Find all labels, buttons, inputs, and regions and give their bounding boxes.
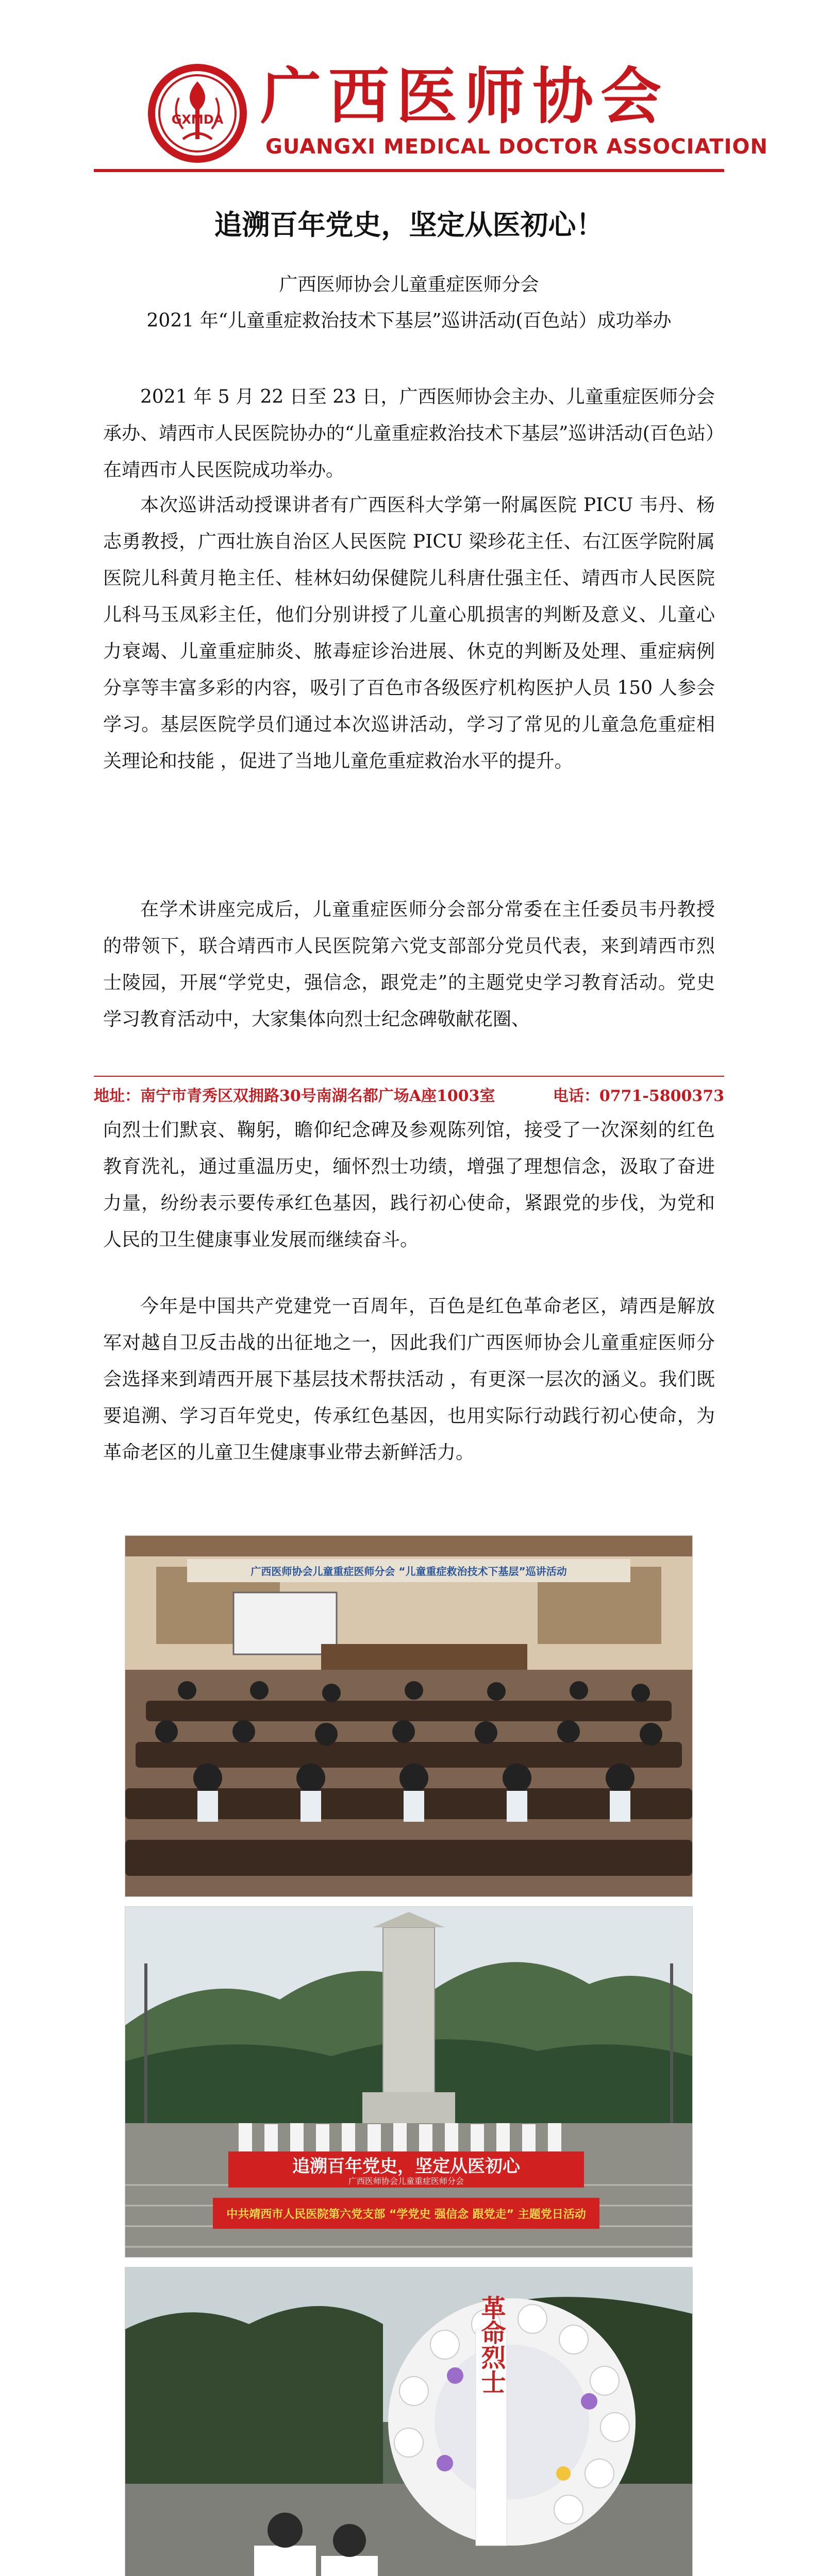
photo-wreath <box>125 2267 693 2576</box>
logo-text: GXMDA <box>171 112 224 127</box>
association-logo <box>146 62 249 165</box>
article-subtitle-org: 广西医师协会儿童重症医师分会 <box>279 274 539 295</box>
org-name-cn: 广西医师协会 <box>260 61 669 132</box>
ribbon-text: 革命烈士 <box>477 2295 506 2394</box>
paragraph-1: 2021 年 5 月 22 日至 23 日，广西医师协会主办、儿童重症医师分会承办、靖西市人民医院协办的“儿童重症救治技术下基层”巡讲活动(百色站）在靖西市人民医院成功举办。 <box>103 386 715 481</box>
footer-address-bar <box>94 1076 724 1108</box>
article-subtitle-event: 2021 年“儿童重症救治技术下基层”巡讲活动(百色站）成功举办 <box>146 310 672 331</box>
banner-sub-text: 广西医师协会儿童重症医师分会 <box>348 2176 464 2186</box>
photo-lecture-hall <box>125 1535 693 1897</box>
paragraph-5: 今年是中国共产党建党一百周年，百色是红色革命老区，靖西是解放军对越自卫反击战的出征地之一，因此我们广西医师协会儿童重症医师分会选择来到靖西开展下基层技术帮扶活动 ，有更深一层次的涵义。我们既要追溯、学习百年党史，传承红色基因，也用实际行动践行初心使命，为革命老区的儿童卫生健康事业带去新鲜活力。 <box>103 1296 715 1463</box>
banner-lower-text: 中共靖西市人民医院第六党支部 “学党史 强信念 跟党走” 主题党日活动 <box>226 2208 586 2221</box>
paragraph-3: 在学术讲座完成后，儿童重症医师分会部分常委在主任委员韦丹教授的带领下，联合靖西市人民医院第六党支部部分党员代表，来到靖西市烈士陵园，开展“学党史，强信念，跟党走”的主题党史学习教育活动。党史学习教育活动中，大家集体向烈士纪念碑敬献花圈、 <box>103 899 715 1030</box>
org-name-en: GUANGXI MEDICAL DOCTOR ASSOCIATION <box>265 135 769 159</box>
lecture-screen-text: 广西医师协会儿童重症医师分会 “儿童重症救治技术下基层”巡讲活动 <box>251 1565 567 1578</box>
article-title: 追溯百年党史，坚定从医初心！ <box>214 209 604 241</box>
photo-monument-group <box>125 1906 693 2258</box>
footer-phone: 电话：0771-5800373 <box>553 1087 724 1105</box>
header-divider <box>94 169 724 172</box>
footer-address: 地址：南宁市青秀区双拥路30号南湖名都广场A座1003室 <box>94 1087 495 1105</box>
paragraph-2: 本次巡讲活动授课讲者有广西医科大学第一附属医院 PICU 韦丹、杨志勇教授，广西壮族自治区人民医院 PICU 梁珍花主任、右江医学院附属医院儿科黄月艳主任、桂林妇幼保健院儿科唐仕强主任、靖西市人民医院儿科马玉凤彩主任，他们分别讲授了儿童心肌损害的判断及意义、儿童心力衰竭、儿童重症肺炎、脓毒症诊治进展、休克的判断及处理、重症病例分享等丰富多彩的内容，吸引了百色市各级医疗机构医护人员 150 人参会学习。基层医院学员们通过本次巡讲活动，学习了常见的儿童急危重症相关理论和技能 ，促进了当地儿童危重症救治水平的提升。 <box>103 495 715 772</box>
banner-main-text: 追溯百年党史，坚定从医初心 <box>292 2156 520 2177</box>
paragraph-4: 向烈士们默哀、鞠躬，瞻仰纪念碑及参观陈列馆，接受了一次深刻的红色教育洗礼，通过重温历史，缅怀烈士功绩，增强了理想信念，汲取了奋进力量，纷纷表示要传承红色基因，践行初心使命，紧跟党的步伐，为党和人民的卫生健康事业发展而继续奋斗。 <box>103 1120 715 1250</box>
